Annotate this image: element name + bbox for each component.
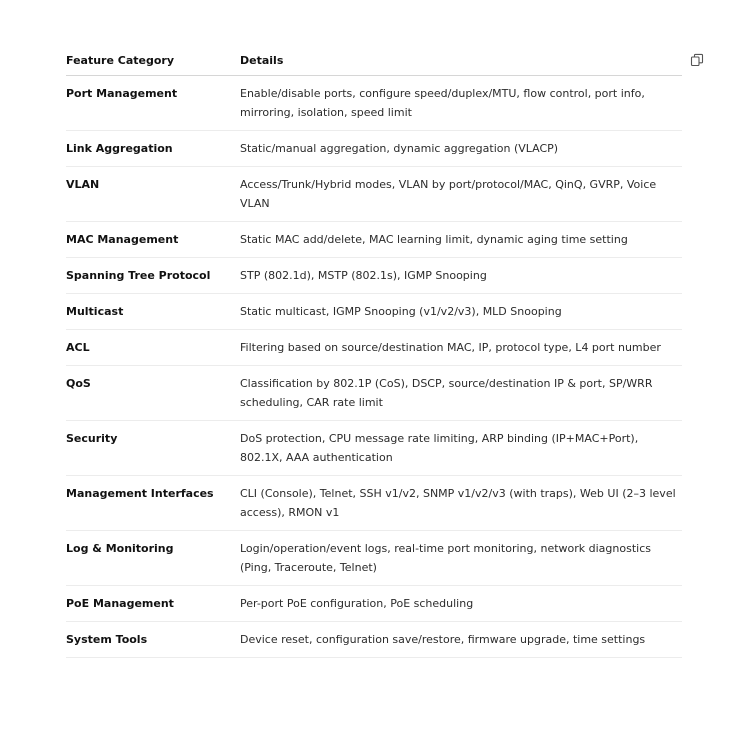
- table-row: [66, 330, 682, 366]
- feature-category-cell: VLAN: [66, 167, 240, 222]
- feature-table-container: [66, 44, 682, 658]
- feature-category-cell: Link Aggregation: [66, 131, 240, 167]
- feature-table: [66, 44, 682, 658]
- details-cell: CLI (Console), Telnet, SSH v1/v2, SNMP v1/v2/v3 (with traps), Web UI (2–3 level access), RMON v1: [240, 476, 682, 531]
- feature-category-cell: System Tools: [66, 622, 240, 658]
- table-row: [66, 294, 682, 330]
- feature-category-cell: Multicast: [66, 294, 240, 330]
- feature-category-cell: Management Interfaces: [66, 476, 240, 531]
- table-row: [66, 131, 682, 167]
- details-cell: Login/operation/event logs, real-time port monitoring, network diagnostics (Ping, Traceroute, Telnet): [240, 531, 682, 586]
- details-cell: STP (802.1d), MSTP (802.1s), IGMP Snooping: [240, 258, 682, 294]
- details-cell: Enable/disable ports, configure speed/duplex/MTU, flow control, port info, mirroring, isolation, speed limit: [240, 76, 682, 131]
- details-cell: Per-port PoE configuration, PoE scheduling: [240, 586, 682, 622]
- table-row: [66, 531, 682, 586]
- feature-category-cell: MAC Management: [66, 222, 240, 258]
- details-cell: DoS protection, CPU message rate limiting, ARP binding (IP+MAC+Port), 802.1X, AAA authentication: [240, 421, 682, 476]
- feature-category-cell: Spanning Tree Protocol: [66, 258, 240, 294]
- table-row: [66, 366, 682, 421]
- feature-category-cell: Security: [66, 421, 240, 476]
- table-row: [66, 222, 682, 258]
- header-details: Details: [240, 44, 682, 76]
- feature-category-cell: PoE Management: [66, 586, 240, 622]
- table-row: [66, 622, 682, 658]
- feature-category-cell: Port Management: [66, 76, 240, 131]
- details-cell: Static MAC add/delete, MAC learning limit, dynamic aging time setting: [240, 222, 682, 258]
- table-row: [66, 167, 682, 222]
- table-row: [66, 421, 682, 476]
- copy-icon: [690, 53, 704, 67]
- header-feature-category: Feature Category: [66, 44, 240, 76]
- copy-button[interactable]: [690, 52, 704, 66]
- details-cell: Filtering based on source/destination MAC, IP, protocol type, L4 port number: [240, 330, 682, 366]
- details-cell: Static multicast, IGMP Snooping (v1/v2/v3), MLD Snooping: [240, 294, 682, 330]
- details-cell: Device reset, configuration save/restore, firmware upgrade, time settings: [240, 622, 682, 658]
- table-row: [66, 586, 682, 622]
- table-row: [66, 476, 682, 531]
- table-row: [66, 258, 682, 294]
- table-header-row: [66, 44, 682, 76]
- details-cell: Classification by 802.1P (CoS), DSCP, source/destination IP & port, SP/WRR scheduling, CAR rate limit: [240, 366, 682, 421]
- table-row: [66, 76, 682, 131]
- details-cell: Access/Trunk/Hybrid modes, VLAN by port/protocol/MAC, QinQ, GVRP, Voice VLAN: [240, 167, 682, 222]
- feature-category-cell: Log & Monitoring: [66, 531, 240, 586]
- feature-category-cell: ACL: [66, 330, 240, 366]
- feature-category-cell: QoS: [66, 366, 240, 421]
- details-cell: Static/manual aggregation, dynamic aggregation (VLACP): [240, 131, 682, 167]
